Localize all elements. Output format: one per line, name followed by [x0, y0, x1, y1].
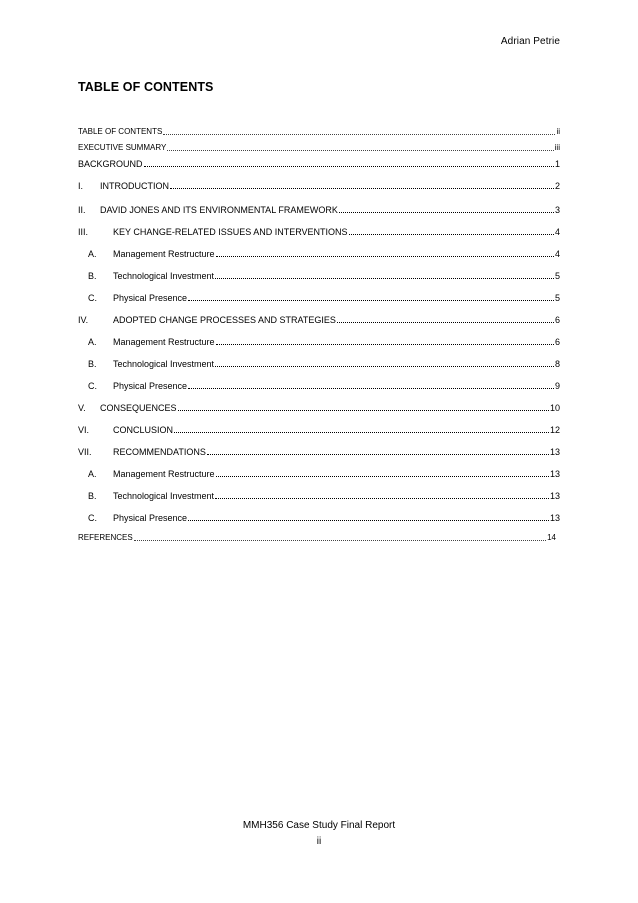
toc-leader: [215, 497, 549, 499]
toc-entry-page: 13: [549, 513, 560, 523]
toc-leader: [167, 149, 553, 151]
toc-entry-title: KEY CHANGE-RELATED ISSUES AND INTERVENTIONS: [113, 227, 348, 237]
toc-entry[interactable]: [78, 312, 560, 326]
toc-entry-page: 4: [554, 249, 560, 259]
toc-heading: TABLE OF CONTENTS: [78, 80, 214, 94]
toc-entry-title: CONSEQUENCES: [100, 403, 177, 413]
toc-entry-page: 14: [547, 533, 556, 542]
toc-leader: [174, 431, 549, 433]
toc-entry-page: 2: [554, 181, 560, 191]
toc-entry-page: 5: [554, 293, 560, 303]
toc-entry[interactable]: [78, 290, 560, 304]
toc-entry-number: A.: [88, 249, 97, 259]
toc-entry-number: A.: [88, 469, 97, 479]
toc-leader: [216, 343, 554, 345]
toc-entry[interactable]: [78, 488, 560, 502]
toc-leader: [215, 365, 554, 367]
toc-entry-number: I.: [78, 181, 84, 191]
toc-entry-number: C.: [88, 513, 97, 523]
toc-entry-title: RECOMMENDATIONS: [113, 447, 206, 457]
toc-leader: [207, 453, 549, 455]
toc-leader: [188, 299, 554, 301]
toc-entry-title: Management Restructure: [113, 469, 215, 479]
toc-entry-page: 6: [554, 315, 560, 325]
toc-entry[interactable]: [78, 530, 556, 544]
toc-leader: [188, 519, 549, 521]
toc-entry-number: IV.: [78, 315, 89, 325]
toc-entry-title: Physical Presence: [113, 513, 188, 523]
toc-entry[interactable]: [78, 378, 560, 392]
toc-entry[interactable]: [78, 156, 560, 170]
toc-leader: [337, 321, 554, 323]
header-author: Adrian Petrie: [500, 36, 560, 47]
toc-entry-number: B.: [88, 491, 97, 501]
toc-entry[interactable]: [78, 422, 560, 436]
toc-entry-title: Technological Investment: [113, 271, 215, 281]
toc-entry-title: Management Restructure: [113, 337, 215, 347]
toc-entry-page: iii: [554, 143, 560, 152]
toc-entry-title: Technological Investment: [113, 491, 215, 501]
toc-entry-page: 13: [549, 447, 560, 457]
toc-entry[interactable]: [78, 466, 560, 480]
toc-entry-number: B.: [88, 271, 97, 281]
toc-entry-title: CONCLUSION: [113, 425, 174, 435]
toc-leader: [349, 233, 554, 235]
toc-entry-page: 8: [554, 359, 560, 369]
toc-entry-title: INTRODUCTION: [100, 181, 169, 191]
toc-entry-page: 4: [554, 227, 560, 237]
toc-entry-title: DAVID JONES AND ITS ENVIRONMENTAL FRAMEWORK: [100, 205, 338, 215]
toc-entry[interactable]: [78, 124, 560, 138]
toc-entry-title: TABLE OF CONTENTS: [78, 127, 163, 136]
toc-entry-number: II.: [78, 205, 86, 215]
toc-entry-page: 6: [554, 337, 560, 347]
toc-entry-number: III.: [78, 227, 89, 237]
toc-entry-number: C.: [88, 293, 97, 303]
toc-entry-number: VII.: [78, 447, 92, 457]
toc-entry-number: VI.: [78, 425, 90, 435]
toc-entry-page: 5: [554, 271, 560, 281]
toc-leader: [163, 133, 555, 135]
toc-entry-page: 13: [549, 491, 560, 501]
toc-leader: [178, 409, 549, 411]
toc-entry-page: 1: [554, 159, 560, 169]
toc-entry[interactable]: [78, 400, 560, 414]
toc-entry-title: Management Restructure: [113, 249, 215, 259]
toc-entry[interactable]: [78, 356, 560, 370]
toc-entry-number: B.: [88, 359, 97, 369]
toc-entry-title: REFERENCES: [78, 533, 133, 542]
toc-entry-title: EXECUTIVE SUMMARY: [78, 143, 167, 152]
toc-leader: [215, 277, 554, 279]
toc-entry[interactable]: [78, 224, 560, 238]
toc-entry[interactable]: [78, 140, 560, 154]
toc-entry-title: Physical Presence: [113, 381, 188, 391]
toc-entry-page: 13: [549, 469, 560, 479]
footer-page-number: ii: [316, 836, 322, 847]
toc-leader: [216, 255, 554, 257]
toc-entry-page: ii: [556, 127, 560, 136]
footer-report-title: MMH356 Case Study Final Report: [242, 820, 396, 831]
toc-entry-page: 3: [554, 205, 560, 215]
toc-entry-number: V.: [78, 403, 86, 413]
toc-entry-title: Physical Presence: [113, 293, 188, 303]
toc-leader: [144, 165, 554, 167]
toc-leader: [188, 387, 554, 389]
toc-entry-number: C.: [88, 381, 97, 391]
toc-entry-title: Technological Investment: [113, 359, 215, 369]
toc-entry-page: 9: [554, 381, 560, 391]
toc-entry-title: BACKGROUND: [78, 159, 143, 169]
toc-entry[interactable]: [78, 444, 560, 458]
toc-entry-title: ADOPTED CHANGE PROCESSES AND STRATEGIES: [113, 315, 336, 325]
toc-leader: [339, 211, 554, 213]
toc-entry-page: 12: [549, 425, 560, 435]
toc-entry[interactable]: [78, 178, 560, 192]
toc-entry[interactable]: [78, 334, 560, 348]
toc-entry[interactable]: [78, 268, 560, 282]
toc-entry[interactable]: [78, 246, 560, 260]
toc-entry[interactable]: [78, 510, 560, 524]
toc-entry-page: 10: [549, 403, 560, 413]
toc-leader: [170, 187, 554, 189]
toc-leader: [216, 475, 549, 477]
toc-leader: [134, 539, 546, 541]
toc-entry[interactable]: [78, 202, 560, 216]
toc-entry-number: A.: [88, 337, 97, 347]
